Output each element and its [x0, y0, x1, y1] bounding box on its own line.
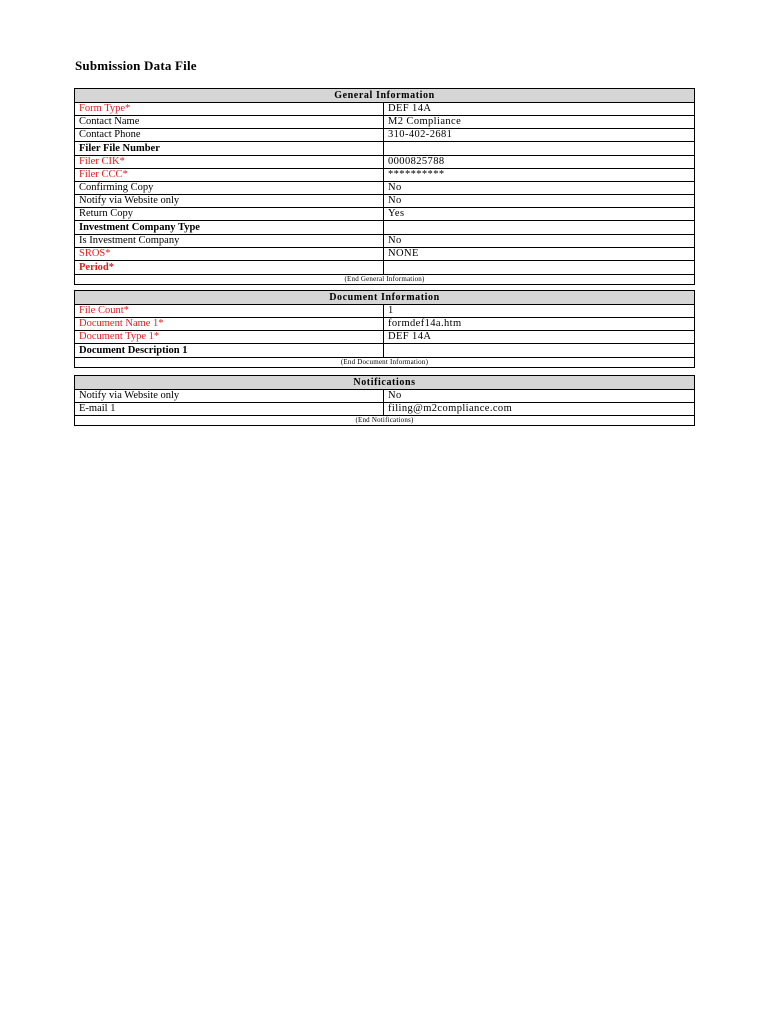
form-type-label: Form Type* — [75, 103, 384, 115]
table-row — [75, 142, 694, 156]
document-name-value: formdef14a.htm — [388, 318, 462, 329]
table-row — [75, 116, 694, 129]
notify-website-value: No — [388, 390, 402, 401]
table-row — [75, 182, 694, 195]
period-value — [384, 261, 694, 274]
contact-phone-value: 310-402-2681 — [388, 129, 453, 140]
period-label: Period* — [75, 261, 384, 274]
filer-file-number-label: Filer File Number — [75, 142, 384, 155]
section-footer: (End Notifications) — [355, 416, 414, 424]
table-row — [75, 103, 694, 116]
table-row — [75, 169, 694, 182]
document-type-value: DEF 14A — [388, 331, 432, 342]
document-description-value — [384, 344, 694, 357]
form-type-value: DEF 14A — [388, 103, 432, 114]
return-copy-value: Yes — [388, 208, 405, 219]
notify-website-value: No — [388, 195, 402, 206]
notify-website-label: Notify via Website only — [75, 195, 384, 207]
document-type-label: Document Type 1* — [75, 331, 384, 343]
return-copy-label: Return Copy — [75, 208, 384, 220]
section-header: Notifications — [75, 376, 694, 390]
table-row — [75, 235, 694, 248]
table-row — [75, 403, 694, 416]
confirming-copy-value: No — [388, 182, 402, 193]
table-row — [75, 331, 694, 344]
document-description-label: Document Description 1 — [75, 344, 384, 357]
general-information-section — [74, 88, 695, 285]
filer-ccc-value: ********** — [388, 169, 445, 180]
table-row — [75, 344, 694, 358]
table-row — [75, 318, 694, 331]
table-row — [75, 221, 694, 235]
document-name-label: Document Name 1* — [75, 318, 384, 330]
contact-name-label: Contact Name — [75, 116, 384, 128]
email-value: filing@m2compliance.com — [388, 403, 513, 414]
notify-website-label: Notify via Website only — [75, 390, 384, 402]
section-header: General Information — [75, 89, 694, 103]
table-row — [75, 248, 694, 261]
table-row — [75, 208, 694, 221]
contact-phone-label: Contact Phone — [75, 129, 384, 141]
section-footer: (End General Information) — [344, 275, 425, 283]
document-information-section — [74, 290, 695, 368]
file-count-value: 1 — [388, 305, 394, 316]
filer-cik-value: 0000825788 — [388, 156, 445, 167]
section-footer: (End Document Information) — [340, 358, 429, 366]
file-count-label: File Count* — [75, 305, 384, 317]
confirming-copy-label: Confirming Copy — [75, 182, 384, 194]
page-title: Submission Data File — [75, 58, 197, 73]
table-row — [75, 390, 694, 403]
table-row — [75, 261, 694, 275]
is-investment-company-label: Is Investment Company — [75, 235, 384, 247]
filer-ccc-label: Filer CCC* — [75, 169, 384, 181]
table-row — [75, 129, 694, 142]
table-row — [75, 305, 694, 318]
notifications-section — [74, 375, 695, 426]
email-label: E-mail 1 — [75, 403, 384, 415]
is-investment-company-value: No — [388, 235, 402, 246]
investment-company-type-value — [384, 221, 694, 234]
filer-file-number-value — [384, 142, 694, 155]
investment-company-type-label: Investment Company Type — [75, 221, 384, 234]
table-row — [75, 156, 694, 169]
sros-label: SROS* — [75, 248, 384, 260]
filer-cik-label: Filer CIK* — [75, 156, 384, 168]
section-header: Document Information — [75, 291, 694, 305]
table-row — [75, 195, 694, 208]
contact-name-value: M2 Compliance — [388, 116, 462, 127]
sros-value: NONE — [388, 248, 419, 259]
